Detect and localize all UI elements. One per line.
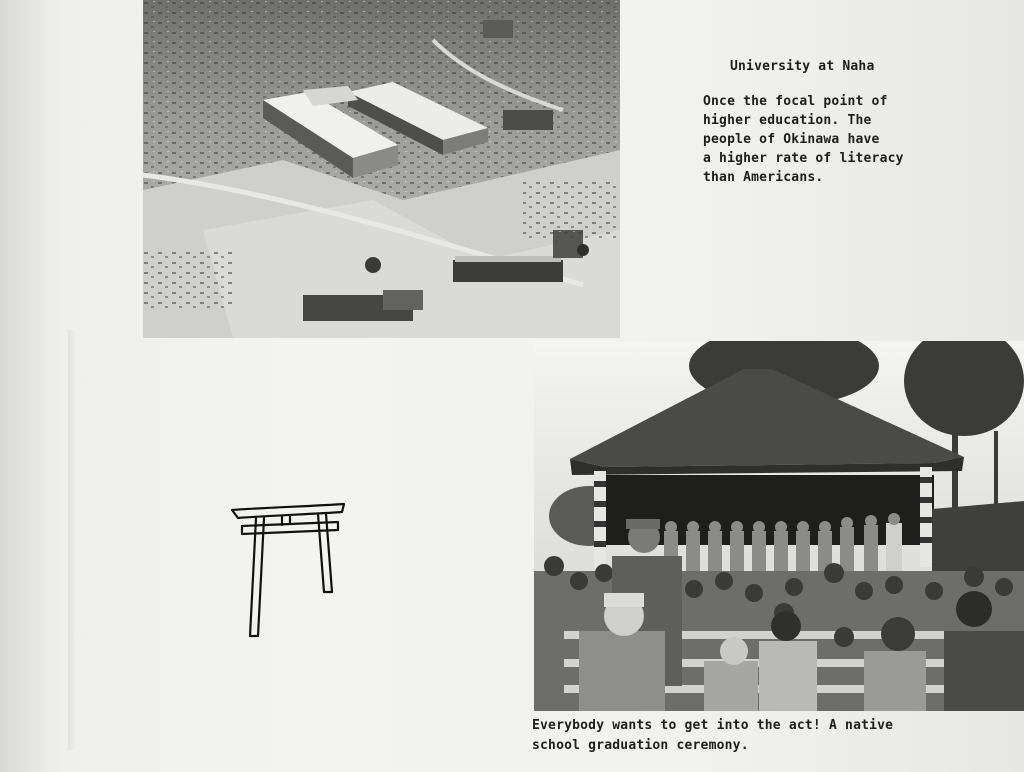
graduation-photo-image <box>534 341 1024 711</box>
caption-body: Once the focal point of higher education. The people of Okinawa have a higher rate of literacy than Americans. <box>703 94 904 185</box>
graduation-ceremony-photo <box>534 341 1024 711</box>
page-crease <box>68 330 76 750</box>
torii-gate-icon <box>226 498 352 642</box>
caption-graduation: Everybody wants to get into the act! A native school graduation ceremony. <box>532 718 894 753</box>
aerial-photo-image <box>143 0 620 338</box>
aerial-photo-university <box>143 0 620 338</box>
caption-title: University at Naha <box>730 59 875 74</box>
